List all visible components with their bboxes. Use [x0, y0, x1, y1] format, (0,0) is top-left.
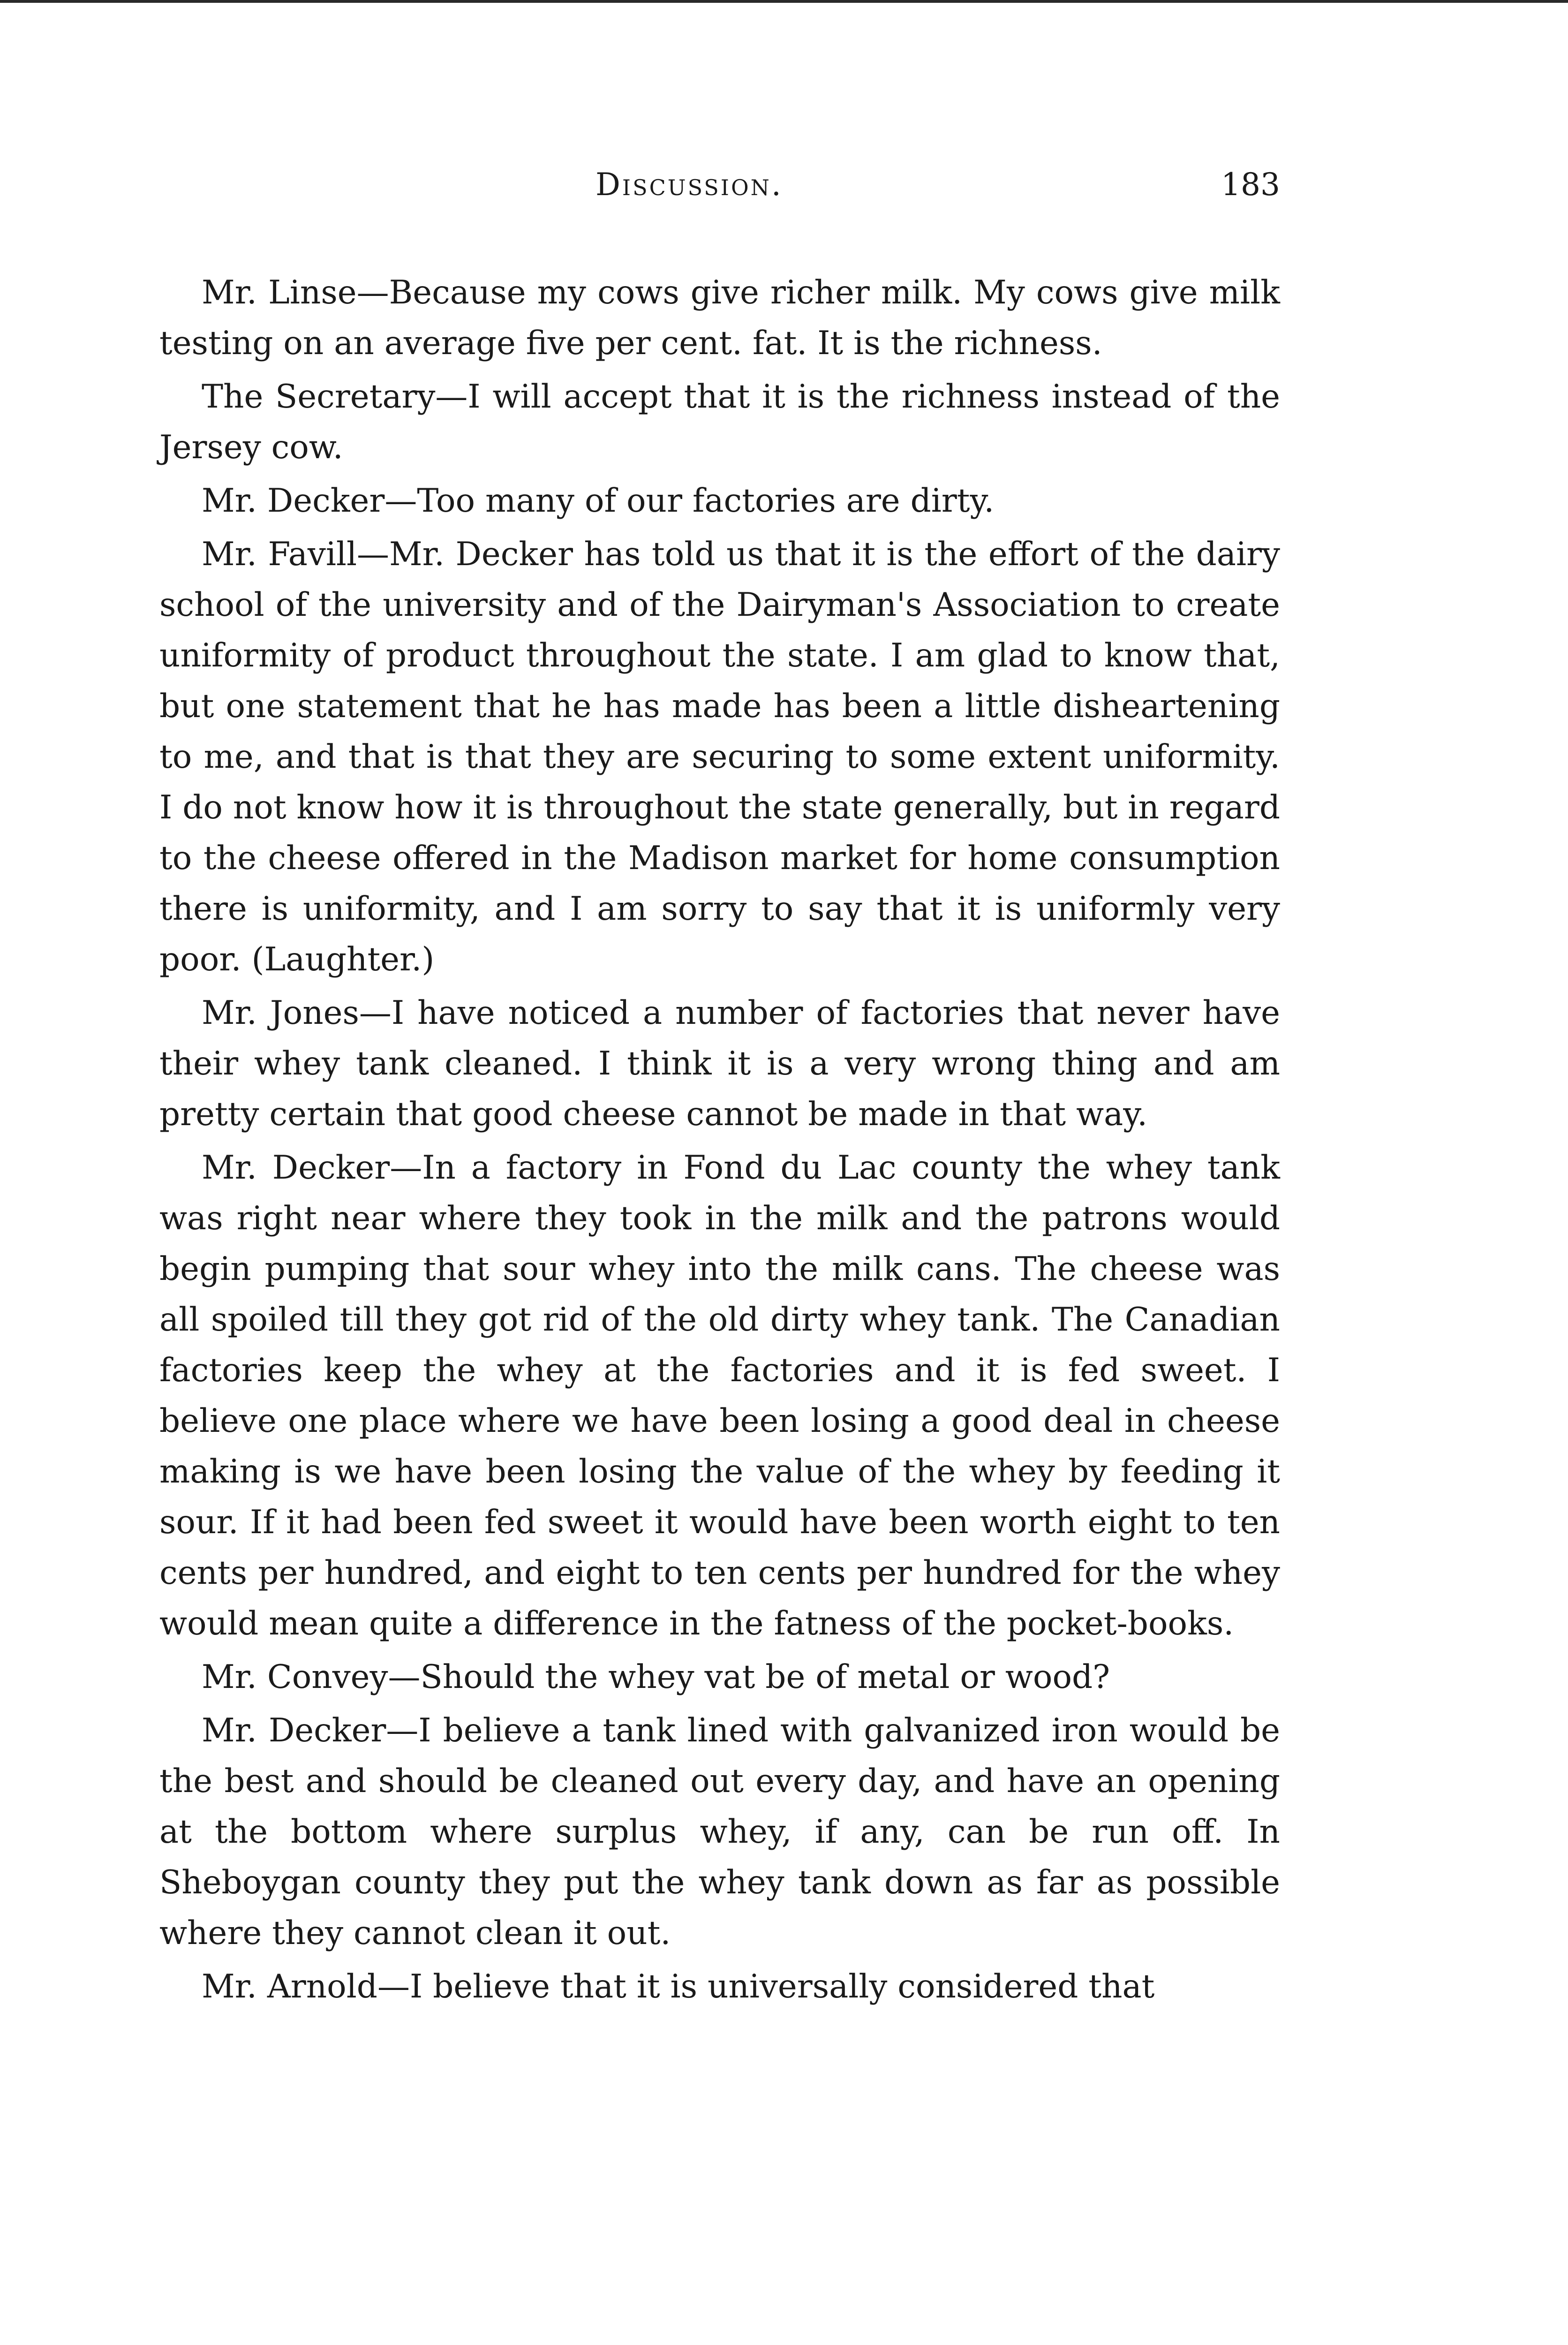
- paragraph-decker-whey: Mr. Decker—In a factory in Fond du Lac county the whey tank was right near where they took in the milk and the patrons would begin pumping that sour whey into the milk cans. The cheese was all spoiled till they got rid of the old dirty whey tank. The Canadian factories keep the whey at the factories and it is fed sweet. I believe one place where we have been losing a good deal in cheese making is we have been losing the value of the whey by feeding it sour. If it had been fed sweet it would have been worth eight to ten cents per hundred, and eight to ten cents per hundred for the whey would mean quite a difference in the fatness of the pocket-books.: [159, 1149, 1280, 1642]
- paragraph-secretary: The Secretary—I will accept that it is the richness instead of the Jersey cow.: [159, 378, 1280, 466]
- top-edge-rule: [0, 0, 1568, 3]
- paragraph-convey: Mr. Convey—Should the whey vat be of metal or wood?: [202, 1658, 1110, 1696]
- body-text: [159, 267, 1280, 2015]
- page-number: 183: [1221, 166, 1280, 203]
- running-title: Discussion.: [596, 166, 783, 203]
- paragraph-decker-tank: Mr. Decker—I believe a tank lined with galvanized iron would be the best and should be cleaned out every day, and have an opening at the bottom where surplus whey, if any, can be run off. In Sheboygan county they put the whey tank down as far as possible where they cannot clean it out.: [159, 1712, 1280, 1952]
- paragraph-jones: Mr. Jones—I have noticed a number of factories that never have their whey tank cleaned. I think it is a very wrong thing and am pretty certain that good cheese cannot be made in that way.: [159, 994, 1280, 1133]
- running-head: [159, 166, 1280, 223]
- paragraph-decker-dirty: Mr. Decker—Too many of our factories are dirty.: [202, 482, 995, 520]
- paragraph-favill: Mr. Favill—Mr. Decker has told us that it is the effort of the dairy school of the university and of the Dairyman's Association to create uniformity of product throughout the state. I am glad to know that, but one statement that he has made has been a little disheartening to me, and that is that they are securing to some extent uniformity. I do not know how it is throughout the state generally, but in regard to the cheese offered in the Madison market for home consumption there is uniformity, and I am sorry to say that it is uniformly very poor. (Laughter.): [159, 536, 1280, 978]
- paragraph-linse: Mr. Linse—Because my cows give richer milk. My cows give milk testing on an average five per cent. fat. It is the richness.: [159, 274, 1280, 362]
- paragraph-arnold: Mr. Arnold—I believe that it is universally considered that: [202, 1968, 1155, 2005]
